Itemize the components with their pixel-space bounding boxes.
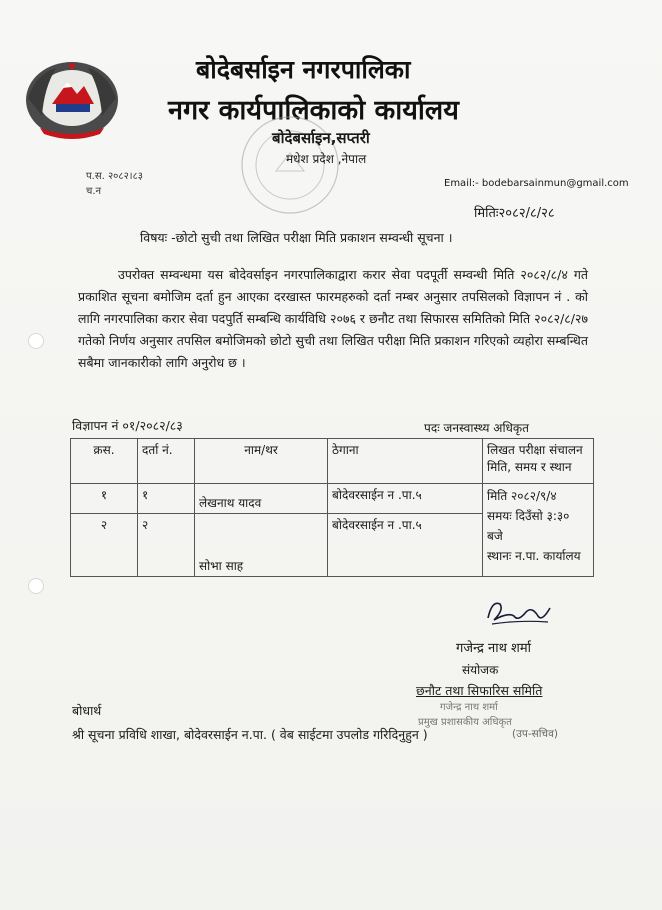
header-exam: लिखत परीक्षा संचालन मिति, समय र स्थान	[483, 439, 594, 484]
dispatch-number: च.न	[86, 186, 102, 197]
body-text: उपरोक्त सम्वन्धमा यस बोदेवर्साइन नगरपालिकाद्वारा करार सेवा पदपूर्ती सम्वन्धी मिति २०८२/८/४ गते प्रकाशित सूचना बमोजिम दर्ता हुन आएका दरखास्त फारमहरुको दर्ता नम्बर अनुसार तपसिलको विज्ञापन नं . को लागि नगरपालिका करार सेवा पदपुर्ति सम्बन्धि कार्यविधि २०७६ र छनौट तथा सिफारस समितिको मिति २०८२/८/२७ गतेको निर्णय अनुसार तपसिल बमोजिमको छोटो सुची तथा लिखित परीक्षा मिति प्रकाशन गरिएको व्यहोरा सम्बन्धित सबैमा जानकारीको लागि अनुरोध छ ।	[78, 267, 588, 370]
cell-address: बोदेवरसाईन न .पा.५	[328, 514, 483, 577]
cell-address: बोदेवरसाईन न .पा.५	[328, 484, 483, 514]
stamp-title: प्रमुख प्रशासकीय अधिकृत	[418, 717, 512, 728]
address-province: मधेश प्रदेश ,नेपाल	[286, 152, 367, 166]
cell-sn: १	[71, 484, 138, 514]
address-municipality: बोदेबर्साइन,सप्तरी	[272, 129, 370, 147]
signature-icon	[478, 594, 558, 630]
cell-name: सोभा साह	[195, 514, 328, 577]
exam-date: मिति २०८२/९/४	[487, 489, 557, 503]
exam-time: समयः दिउँसो ३:३०	[487, 509, 570, 523]
table-header-row	[71, 439, 594, 484]
email-address: Email:- bodebarsainmun@gmail.com	[444, 178, 629, 189]
office-name: नगर कार्यपालिकाको कार्यालय	[168, 95, 459, 126]
committee-name: छनौट तथा सिफारिस समिति	[416, 683, 543, 698]
punch-hole	[28, 578, 44, 594]
advertisement-number: विज्ञापन नं ०१/२०८२/८३	[72, 418, 183, 433]
signatory-role: संयोजक	[462, 663, 499, 677]
punch-hole	[28, 333, 44, 349]
cc-label: बोधार्थ	[72, 703, 102, 718]
cc-note: (उप-सचिव)	[512, 728, 559, 740]
header-address: ठेगाना	[328, 439, 483, 484]
exam-time-suffix: बजे	[487, 529, 503, 543]
signatory-name: गजेन्द्र नाथ शर्मा	[456, 641, 532, 656]
cell-sn: २	[71, 514, 138, 577]
nepal-emblem-icon	[22, 58, 122, 140]
shortlist-table	[70, 438, 594, 577]
cell-reg-no: १	[138, 484, 195, 514]
post-title: पदः जनस्वास्थ्य अधिकृत	[424, 421, 529, 435]
body-paragraph	[78, 264, 588, 374]
exam-venue: स्थानः न.पा. कार्यालय	[487, 549, 581, 563]
header-sn: क्रस.	[71, 439, 138, 484]
table-row	[71, 484, 594, 514]
organization-name: बोदेबर्साइन नगरपालिका	[196, 55, 411, 84]
reference-number: प.स. २०८२।८३	[86, 171, 143, 182]
letter-date: मितिः२०८२/८/२८	[474, 206, 555, 221]
cell-name: लेखनाथ यादव	[195, 484, 328, 514]
header-name: नाम/थर	[195, 439, 328, 484]
header-reg-no: दर्ता नं.	[138, 439, 195, 484]
cc-recipient: श्री सूचना प्रविधि शाखा, बोदेवरसाईन न.पा. ( वेब साईटमा उपलोड गरिदिनुहुन )	[72, 727, 428, 742]
subject-line: विषयः -छोटो सुची तथा लिखित परीक्षा मिति प्रकाशन सम्वन्धी सूचना ।	[140, 230, 453, 245]
cell-exam-details	[483, 484, 594, 577]
stamp-name: गजेन्द्र नाथ शर्मा	[440, 702, 498, 713]
cell-reg-no: २	[138, 514, 195, 577]
